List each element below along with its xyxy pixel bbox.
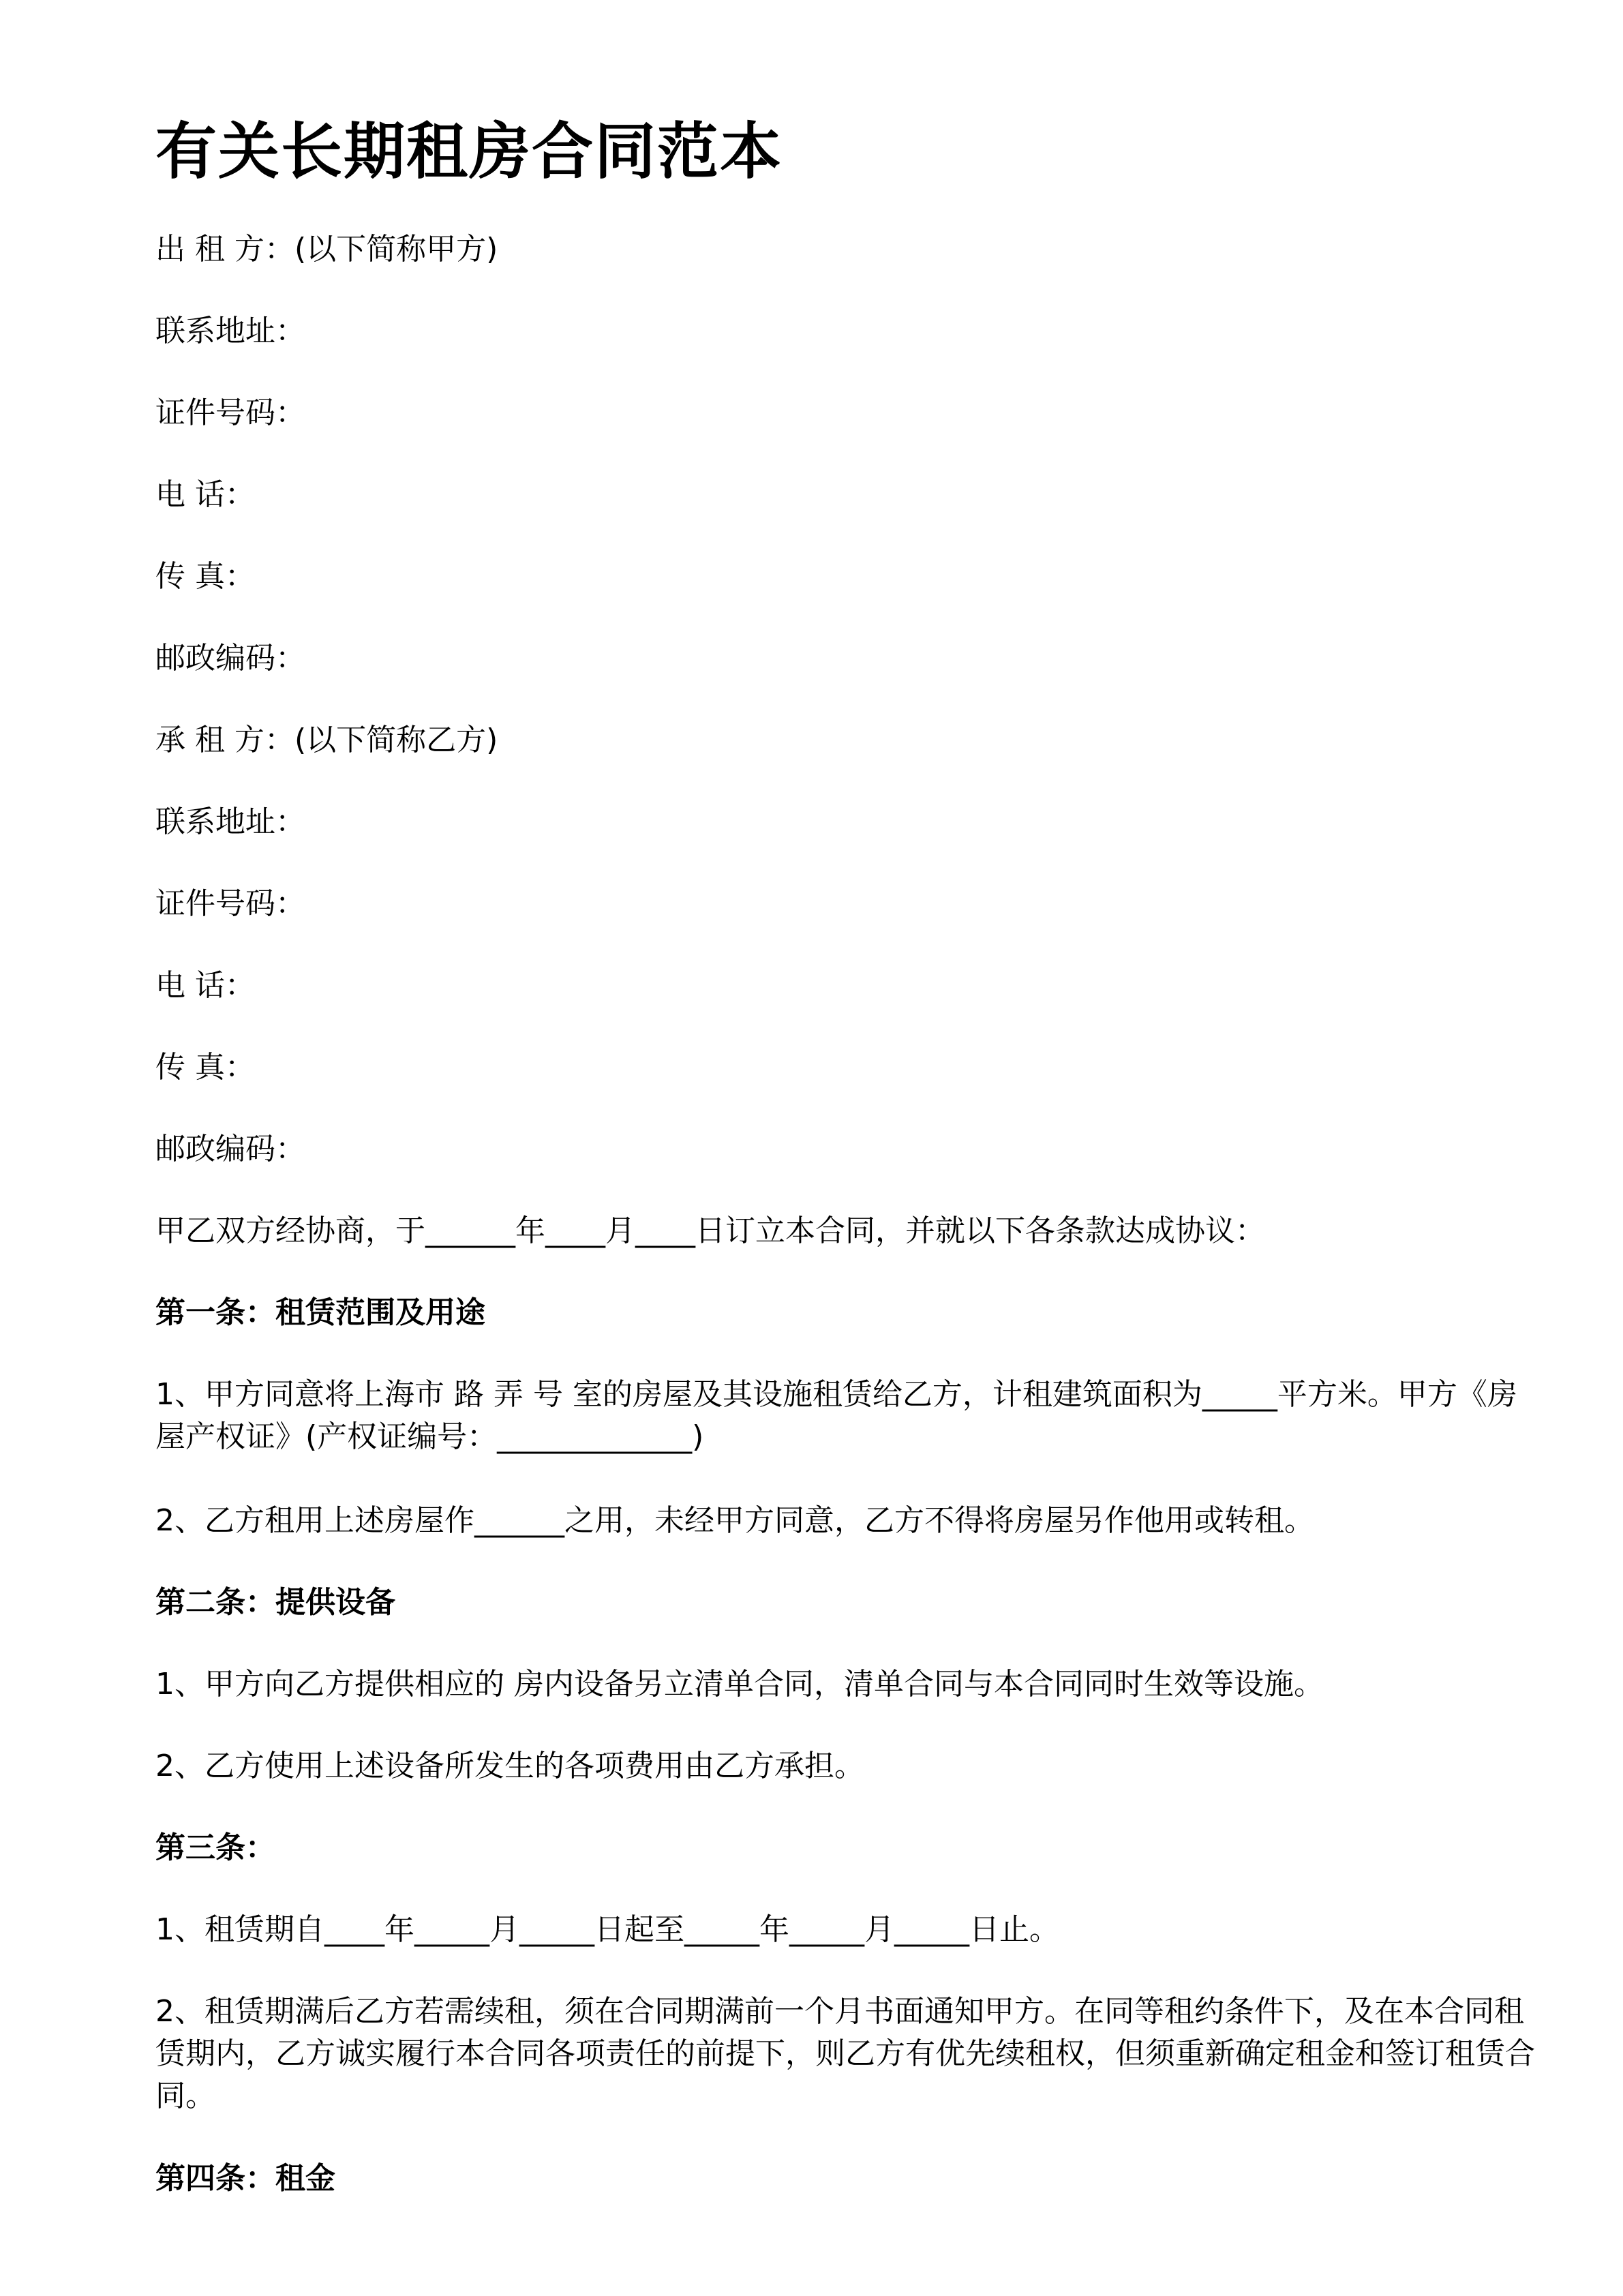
lessor-fax: 传 真：	[155, 559, 255, 594]
lessor-label: 出 租 方：(以下简称甲方)	[155, 232, 498, 267]
lessee-address: 联系地址：	[155, 804, 305, 839]
article-1-clause-1: 1、甲方同意将上海市 路 弄 号 室的房屋及其设施租赁给乙方，计租建筑面积为_____平方米。甲方《房屋产权证》(产权证编号：_____________)	[155, 1377, 1517, 1454]
article-3-heading: 第三条：	[155, 1830, 275, 1865]
lessee-id-number: 证件号码：	[155, 886, 305, 921]
article-3-clause-1: 1、租赁期自____年_____月_____日起至_____年_____月_____日止。	[155, 1912, 1059, 1947]
lessor-id-number: 证件号码：	[155, 395, 305, 430]
lessee-fax: 传 真：	[155, 1050, 255, 1085]
lessee-label: 承 租 方：(以下简称乙方)	[155, 723, 498, 757]
lessor-address: 联系地址：	[155, 314, 305, 348]
article-2-clause-1: 1、甲方向乙方提供相应的 房内设备另立清单合同，清单合同与本合同同时生效等设施。	[155, 1667, 1324, 1702]
article-1-heading: 第一条：租赁范围及用途	[155, 1295, 485, 1330]
article-1-clause-2: 2、乙方租用上述房屋作______之用，未经甲方同意，乙方不得将房屋另作他用或转租。	[155, 1503, 1314, 1538]
article-2-heading: 第二条：提供设备	[155, 1585, 395, 1620]
lessor-phone: 电 话：	[155, 477, 255, 512]
lessee-phone: 电 话：	[155, 968, 255, 1003]
article-2-clause-2: 2、乙方使用上述设备所发生的各项费用由乙方承担。	[155, 1749, 864, 1783]
preamble: 甲乙双方经协商，于______年____月____日订立本合同，并就以下各条款达成协议：	[155, 1213, 1265, 1248]
document-title: 有关长期租房合同范本	[155, 116, 783, 187]
article-3-clause-2: 2、租赁期满后乙方若需续租，须在合同期满前一个月书面通知甲方。在同等租约条件下，及在本合同租赁期内，乙方诚实履行本合同各项责任的前提下，则乙方有优先续租权，但须重新确定租金和签订租赁合同。	[155, 1994, 1535, 2113]
article-4-heading: 第四条：租金	[155, 2161, 335, 2196]
lessor-postcode: 邮政编码：	[155, 641, 305, 676]
lessee-postcode: 邮政编码：	[155, 1132, 305, 1166]
